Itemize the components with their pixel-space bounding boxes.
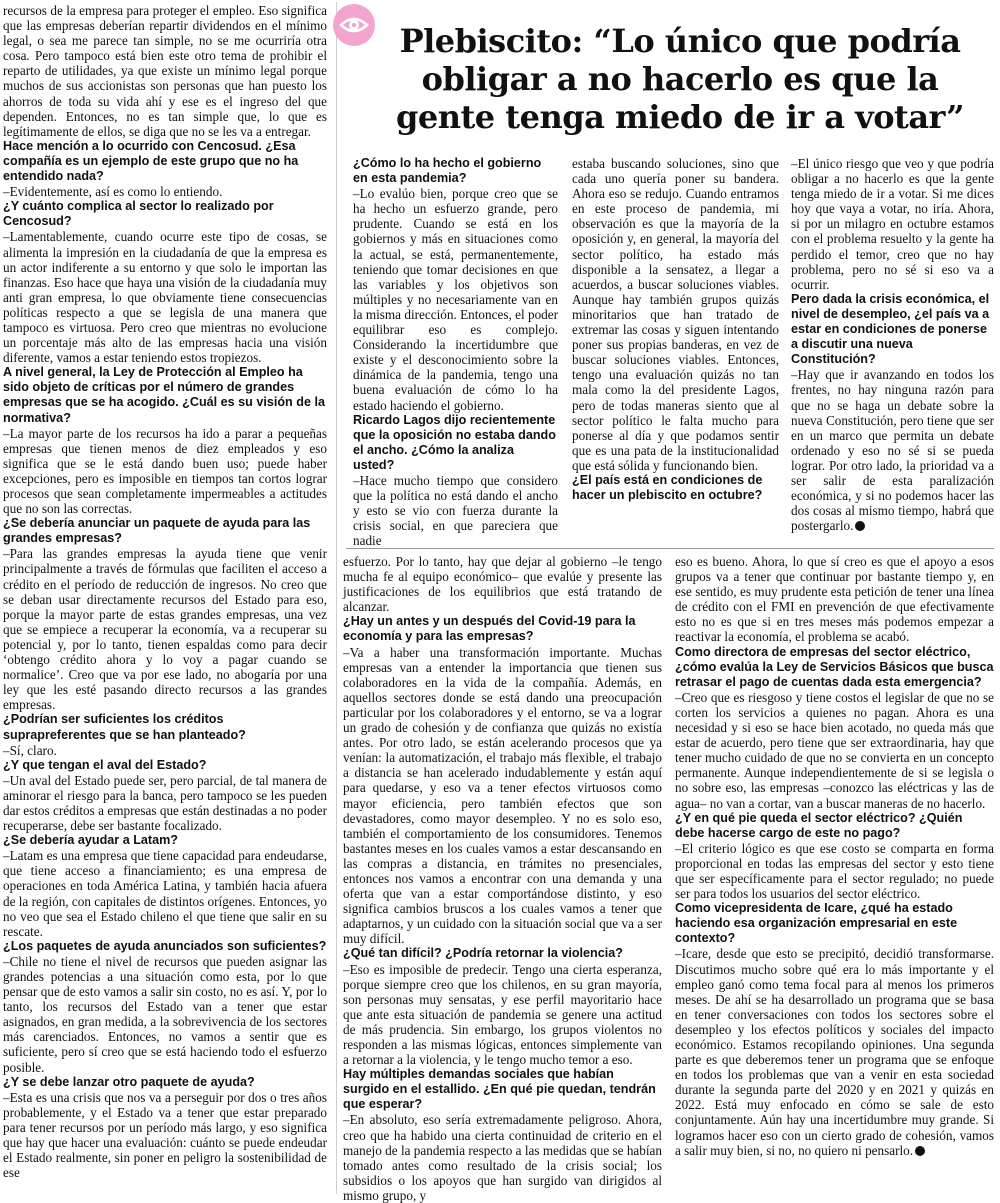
interview-answer bbox=[675, 690, 994, 811]
interview-question bbox=[3, 516, 327, 546]
headline: Plebiscito: “Lo único que podría obligar a no hacerlo es que la gente tenga miedo de ir a votar” bbox=[396, 22, 964, 136]
paragraph-text: –Hace mucho tiempo que considero que la política no está dando el ancho y esto se vio con fuerza durante la crisis social, en que pareciera que nadie bbox=[353, 472, 558, 549]
paragraph-text: Ricardo Lagos dijo recientemente que la oposición no estaba dando el ancho. ¿Cómo la analiza usted? bbox=[353, 412, 556, 472]
paragraph-text: –Un aval del Estado puede ser, pero parcial, de tal manera de aminorar el riesgo para la banca, pero tampoco se les pueden dar estos créditos a empresas que están destinadas a no poder recuperarse, debe ser bastante focalizado. bbox=[3, 772, 327, 834]
paragraph-text: –Evidentemente, así es como lo entiendo. bbox=[3, 184, 223, 200]
paragraph-text: –Para las grandes empresas la ayuda tiene que venir principalmente a través de fórmulas que faciliten el acceso a crédito en el período de reducción de ingresos. No creo que se deban usar directamente recursos del Estado para eso, porque la mayor parte de estas grandes empresas, una vez que se empiece a recuperar la economía, va a recuperar su potencial y, por lo tanto, tienen espaldas como para decir ‘obtengo crédito ahora y lo voy a pagar cuando se normalice’. Creo que va por ese lado, no abogaría por una ley que les esté pasando directo recursos a las grandes empresas. bbox=[3, 546, 327, 713]
paragraph-text: –Latam es una empresa que tiene capacidad para endeudarse, que tiene acceso a financiamiento; es una empresa de operaciones en toda América Latina, y también hacia afuera de la región, con capitales de distintos orígenes. Entonces, yo no veo que sea el Estado chileno el que tiene que salir en su rescate. bbox=[3, 848, 327, 939]
interview-answer bbox=[3, 743, 327, 758]
paragraph-text: –Icare, desde que esto se precipitó, decidió transformarse. Discutimos mucho sobre qué era lo más importante y el empleo ganó como tema focal para al menos los primeros meses. De ahí se ha desarrollado un programa que se basa en tener conversaciones con todos los sectores sobre el desempleo y los efectos políticos y sociales del impacto económico. Estamos recopilando opiniones. Una segunda parte es que deberemos tener un programa que se enfoque en todos los problemas que van a venir en esta sociedad durante la segunda parte del 2020 y en 2021 y quizás en 2022. Está muy enfocado en cómo se sale de esto conjuntamente. Aún hay una incertidumbre muy grande. Si logramos hacer eso con un cierto grado de cohesión, vamos a salir muy bien, si no, no quiero ni pensarlo. bbox=[675, 946, 994, 1158]
interview-answer bbox=[3, 3, 327, 139]
interview-column-1 bbox=[353, 156, 558, 549]
interview-answer bbox=[675, 841, 994, 901]
paragraph-text: ¿Y que tengan el aval del Estado? bbox=[3, 757, 207, 772]
paragraph-text: Como directora de empresas del sector eléctrico, ¿cómo evalúa la Ley de Servicios Básicos que busca retrasar el pago de cuentas dada esta emergencia? bbox=[675, 644, 994, 689]
paragraph-text: Hay múltiples demandas sociales que habían surgido en el estallido. ¿En qué pie quedan, tendrán que esperar? bbox=[343, 1067, 656, 1112]
paragraph-text: ¿Cómo lo ha hecho el gobierno en esta pandemia? bbox=[353, 156, 542, 186]
interview-question bbox=[3, 139, 327, 184]
left-column bbox=[3, 3, 327, 1193]
interview-column-3 bbox=[791, 156, 994, 546]
paragraph-text: –En absoluto, eso sería extremadamente peligroso. Ahora, creo que ha habido una cierta continuidad de criterio en el manejo de la pandemia respecto a las medidas que se habían tomado antes como resultado de la crisis social; los subsidios o los apoyos que han surgido van dirigidos al mismo grupo, y bbox=[343, 1112, 662, 1203]
interview-question bbox=[3, 758, 327, 773]
interview-question bbox=[3, 939, 327, 954]
paragraph-text: ¿El país está en condiciones de hacer un plebiscito en octubre? bbox=[572, 472, 763, 503]
paragraph-text: ¿Hay un antes y un después del Covid-19 para la economía y para las empresas? bbox=[343, 614, 636, 644]
paragraph-text: –El criterio lógico es que ese costo se comparta en forma proporcional en todas las empresas del sector y esto tiene que ser específicamente para el sector regulado; no puede ser para todos los usuarios del sector eléctrico. bbox=[675, 840, 994, 902]
paragraph-text: –Va a haber una transformación importante. Muchas empresas van a entender la importancia que tienen sus colaboradores en la vida de la compañía. Además, en aquellos sectores donde se está dando una preocupación particular por los colaboradores y el entorno, se va a lograr un grado de cohesión y de confianza que quizás no existía antes. Por otro lado, se están acelerando procesos que ya venían: la automatización, el trabajo más flexible, el trabajo a distancia se han acelerado indudablemente y están aquí para quedarse, y eso va a tener efectos virtuosos como mayor eficiencia, pero también efectos que son devastadores, como mayor desempleo. Y no es solo eso, también el comportamiento de los consumidores. Tenemos bastantes meses en los cuales vamos a estar descansando en las compras a distancia, en trámites no presenciales, entonces nos vamos a encontrar con una demanda y una oferta que van a estar comportándose distinto, y eso significa cambios bruscos a los cuales vamos a tener que adaptarnos, y un cuidado con la situación social que va a ser muy difícil. bbox=[343, 644, 662, 947]
interview-question bbox=[675, 901, 994, 946]
paragraph-text: eso es bueno. Ahora, lo que sí creo es que el apoyo a esos grupos va a tener que continuar por bastante tiempo y, en ese sentido, es muy prudente esta petición de tener una línea de crédito con el FMI en prevención de que efectivamente esto no es que si en tres meses más podemos empezar a reactivar la economía, el problema se acabó. bbox=[675, 554, 994, 645]
paragraph-text: Pero dada la crisis económica, el nivel de desempleo, ¿el país va a estar en condiciones de ponerse a discutir una nueva Constitución? bbox=[791, 291, 990, 367]
paragraph-text: Hace mención a lo ocurrido con Cencosud. ¿Esa compañía es un ejemplo de este grupo que no ha entendido nada? bbox=[3, 138, 299, 184]
interview-question bbox=[675, 811, 994, 841]
interview-question bbox=[353, 156, 558, 186]
paragraph-text: ¿Y se debe lanzar otro paquete de ayuda? bbox=[3, 1074, 255, 1089]
interview-answer bbox=[353, 473, 558, 548]
paragraph-text: ¿Qué tan difícil? ¿Podría retornar la violencia? bbox=[343, 946, 623, 961]
interview-question bbox=[3, 833, 327, 848]
interview-answer bbox=[572, 156, 779, 473]
interview-question bbox=[675, 645, 994, 690]
interview-column-2 bbox=[572, 156, 779, 546]
interview-answer bbox=[343, 645, 662, 947]
interview-answer bbox=[3, 184, 327, 199]
interview-answer bbox=[675, 554, 994, 645]
interview-question bbox=[343, 614, 662, 644]
interview-answer bbox=[3, 546, 327, 712]
paragraph-text: –El único riesgo que veo y que podría obligar a no hacerlo es que la gente tenga miedo de ir a votar. Si me dices hoy que vaya a votar, no iría. Ahora, si por un milagro en octubre estamos con el problema resuelto y la gente ha perdido el temor, creo que no hay problema, pero no sé si eso va a ocurrir. bbox=[791, 156, 994, 292]
paragraph-text: –La mayor parte de los recursos ha ido a parar a pequeñas empresas que tienen menos de diez empleados y eso significa que se le está dando buen uso; puede haber excepciones, pero es imposible en tiempos tan cortos lograr procesos que sean completamente impermeables a actitudes que no son las correctas. bbox=[3, 425, 327, 517]
paragraph-text: esfuerzo. Por lo tanto, hay que dejar al gobierno –le tengo mucha fe al equipo económico– que evalúe y presente las justificaciones de los equilibrios que está tratando de alcanzar. bbox=[343, 554, 662, 615]
paragraph-text: recursos de la empresa para proteger el empleo. Eso significa que las empresas deberían repartir dividendos en el mínimo legal, o sea me parece tan simple, no se me ocurriría otra cosa. Pero tampoco está bien este otro tema de prohibir el reparto de utilidades, ya que existe un mínimo legal porque muchos de sus accionistas son personas que han puesto los ahorros de toda su vida ahí y ese es el ingreso del que dependen. Entonces, no es tan simple que, lo que es legítimamente de ellos, se diga que no se les va a entregar. bbox=[3, 3, 327, 139]
interview-answer bbox=[343, 962, 662, 1068]
paragraph-text: ¿Los paquetes de ayuda anunciados son suficientes? bbox=[3, 938, 327, 953]
paragraph-text: –Esta es una crisis que nos va a perseguir por dos o tres años probablemente, y el Estado va a tener que estar preparado para tener recursos por un período más largo, y eso significa que hay que hacer una evaluación: cuánto se puede endeudar el Estado realmente, sin poner en peligro la sostenibilidad de ese bbox=[3, 1089, 327, 1181]
interview-question bbox=[3, 365, 327, 425]
paragraph-text: –Sí, claro. bbox=[3, 742, 57, 758]
bottom-column-2 bbox=[675, 554, 994, 1194]
paragraph-text: estaba buscando soluciones, sino que cada uno quería poner su bandera. Ahora eso se redujo. Cuando entramos en este proceso de pandemia, mi observación es que la mayoría de la oposición y, en general, la mayoría del sector político, ha estado más disponible a la sensatez, a llegar a acuerdos, a buscar soluciones viables. Aunque hay también grupos quizás minoritarios que han tratado de extremar las cosas y siguen intentando poner sus propias banderas, en vez de buscar soluciones viables. Entonces, tengo una evaluación quizás no tan mala como la del presidente Lagos, pero de todas maneras siento que al sector político le falta mucho para ponerse al día y que podamos sentir que es una pata de la institucionalidad que está sólida y funcionando bien. bbox=[572, 156, 779, 473]
interview-question bbox=[3, 1075, 327, 1090]
interview-question bbox=[353, 413, 558, 473]
interview-answer bbox=[3, 773, 327, 833]
interview-question bbox=[343, 1067, 662, 1112]
interview-answer bbox=[3, 426, 327, 517]
interview-answer bbox=[343, 1112, 662, 1203]
bottom-column-1 bbox=[343, 554, 662, 1203]
paragraph-text: –Hay que ir avanzando en todos los frentes, no hay ninguna razón para que no se haga un debate sobre la nueva Constitución, pero tiene que ser en un marco que permita un debate ordenado y eso no sé si se pueda lograr. Por otro lado, la prioridad va a ser salir de esta paralización económica, y si no podemos hacer las dos cosas al mismo tiempo, habrá que postergarlo. bbox=[791, 367, 994, 534]
interview-question bbox=[343, 946, 662, 961]
paragraph-text: –Eso es imposible de predecir. Tengo una cierta esperanza, porque siempre creo que los chilenos, en su gran mayoría, son personas muy sensatas, y ese perfil mayoritario hace que ante esta situación de pandemia se genere una actitud de más prudencia. Sin embargo, los grupos violentos no responden a las mismas lógicas, entonces simplemente van a retornar a la violencia, y le tengo mucho temor a eso. bbox=[343, 961, 662, 1068]
interview-question bbox=[791, 292, 994, 367]
paragraph-text: –Lo evalúo bien, porque creo que se ha hecho un esfuerzo grande, pero prudente. Cuando se está en los gobiernos y más en situaciones como la actual, se está, permanentemente, teniendo que tomar decisiones en que las variables y los objetivos son múltiples y no necesariamente van en la misma dirección. Entonces, el poder equilibrar eso es complejo. Considerando la incertidumbre que existe y el desconocimiento sobre la dinámica de la pandemia, tengo una buena evaluación de cómo lo ha estado haciendo el gobierno. bbox=[353, 186, 558, 413]
interview-answer bbox=[3, 1090, 327, 1181]
paragraph-text: ¿Y en qué pie queda el sector eléctrico? ¿Quién debe hacerse cargo de este no pago? bbox=[675, 810, 963, 840]
interview-question bbox=[3, 199, 327, 229]
paragraph-text: –Lamentablemente, cuando ocurre este tipo de cosas, se alimenta la impresión en la ciudadanía de que la empresa es un actor indiferente a su entorno y que solo le importan las finanzas. Eso hace que haya una visión de la ciudadanía muy anti gran empresa, lo que obviamente tiene consecuencias políticas respecto a que se legisla de una manera que tampoco es virtuosa. Pero creo que mientras no evolucione un porcentaje más alto de las empresas hacia una visión diferente, vamos a estar teniendo estos tropiezos. bbox=[3, 229, 327, 366]
paragraph-text: –Chile no tiene el nivel de recursos que pueden asignar las grandes potencias a una situación como esta, por lo que pensar que de esto vamos a salir sin costo, no es así. Y, por lo tanto, los recursos del Estado van a tener que estar asignados, en gran medida, a la sobrevivencia de los sectores más carenciados. Entonces, no vamos a sentir que es suficiente, pero sí creo que se está haciendo todo el esfuerzo posible. bbox=[3, 953, 327, 1075]
interview-answer bbox=[3, 229, 327, 365]
interview-question bbox=[572, 473, 779, 503]
paragraph-text: ¿Y cuánto complica al sector lo realizado por Cencosud? bbox=[3, 199, 274, 229]
interview-answer bbox=[791, 367, 994, 533]
interview-answer bbox=[343, 554, 662, 614]
interview-answer bbox=[3, 954, 327, 1075]
eye-icon bbox=[333, 4, 375, 46]
paragraph-text: A nivel general, la Ley de Protección al Empleo ha sido objeto de críticas por el número de grandes empresas que se ha acogido. ¿Cuál es su visión de la normativa? bbox=[3, 365, 325, 425]
paragraph-text: ¿Se debería ayudar a Latam? bbox=[3, 833, 178, 848]
paragraph-text: –Creo que es riesgoso y tiene costos el legislar de que no se corten los servicios a quienes no pagan. Ahora es una necesidad y si eso se hace bien acotado, no queda más que estar de acuerdo, pero tiene que ser extraordinaria, hay que tener mucho cuidado de que no se convierta en un concepto permanente. Aunque independientemente de si se legisla o no sobre eso, las empresas –conozco las eléctricas y las de agua– no van a cortar, van a buscar maneras de no hacerlo. bbox=[675, 689, 994, 811]
interview-question bbox=[3, 712, 327, 742]
paragraph-text: ¿Se debería anunciar un paquete de ayuda para las grandes empresas? bbox=[3, 516, 311, 546]
interview-answer bbox=[675, 946, 994, 1157]
paragraph-text: ¿Podrían ser suficientes los créditos suprapreferentes que se han planteado? bbox=[3, 712, 246, 742]
interview-answer bbox=[3, 848, 327, 939]
end-mark-icon bbox=[855, 521, 865, 531]
interview-answer bbox=[353, 186, 558, 412]
paragraph-text: Como vicepresidenta de Icare, ¿qué ha estado haciendo esa organización empresarial en este contexto? bbox=[675, 901, 958, 946]
interview-answer bbox=[791, 156, 994, 292]
column-divider-vertical bbox=[336, 2, 337, 1194]
end-mark-icon bbox=[915, 1146, 925, 1156]
